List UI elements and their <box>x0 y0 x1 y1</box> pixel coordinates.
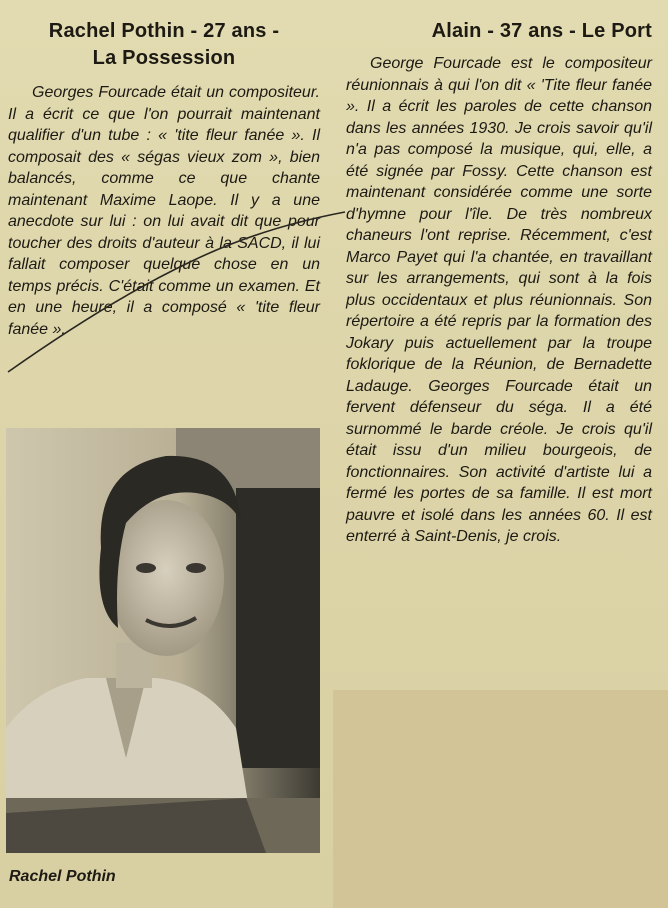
left-column <box>8 18 320 340</box>
left-heading <box>8 18 320 72</box>
left-paragraph: Georges Fourcade était un compositeur. Il a écrit ce que l'on pourrait maintenant qualifier d'un tube : « 'tite fleur fanée ». Il composait des « ségas vieux zom », bien balancés, comme ce que chante maintenant Maxime Laope. Il y a une anecdote sur lui : on lui avait dit que pour toucher des droits d'auteur à la SACD, il lui fallait composer quelque chose en un temps précis. C'était comme un examen. Et en une heure, il a composé « 'tite fleur fanée ». <box>8 84 320 338</box>
portrait-illustration <box>6 428 320 853</box>
right-heading: Alain - 37 ans - Le Port <box>431 20 652 42</box>
photo-caption: Rachel Pothin <box>9 868 116 885</box>
left-heading-line2: La Possession <box>92 47 236 69</box>
backing-surface <box>333 690 668 908</box>
right-paragraph: George Fourcade est le compositeur réunionnais à qui l'on dit « 'Tite fleur fanée ». Il a écrit les paroles de cette chanson dans les années 1930. Je crois savoir qu'il n'a pas composé la musique, qui, elle, a été signée par Fossy. Cette chanson est maintenant considérée comme une sorte d'hymne pour l'île. De très nombreux chaneurs l'ont reprise. Récemment, c'est Marco Payet qui l'a chantée, en travaillant sur les arrangements, qui sont à la fois plus occidentaux et plus réunionnais. Son répertoire a été repris par la formation des Jokary puis actuellement par la troupe foklorique de la Réunion, de Bernadette Ladauge. Georges Fourcade était un fervent défenseur du séga. Il a été surnommé le barde créole. Je crois qu'il était issu d'un milieu bourgeois, de fonctionnaires. Son activité d'artiste lui a fermé les portes de sa famille. Il est mort pauvre et isolé dans les années 60. Il est enterré à Saint-Denis, je crois. <box>346 55 652 545</box>
left-heading-line1: Rachel Pothin - 27 ans - <box>48 20 280 42</box>
portrait-photo <box>6 428 320 853</box>
right-column <box>346 18 652 548</box>
